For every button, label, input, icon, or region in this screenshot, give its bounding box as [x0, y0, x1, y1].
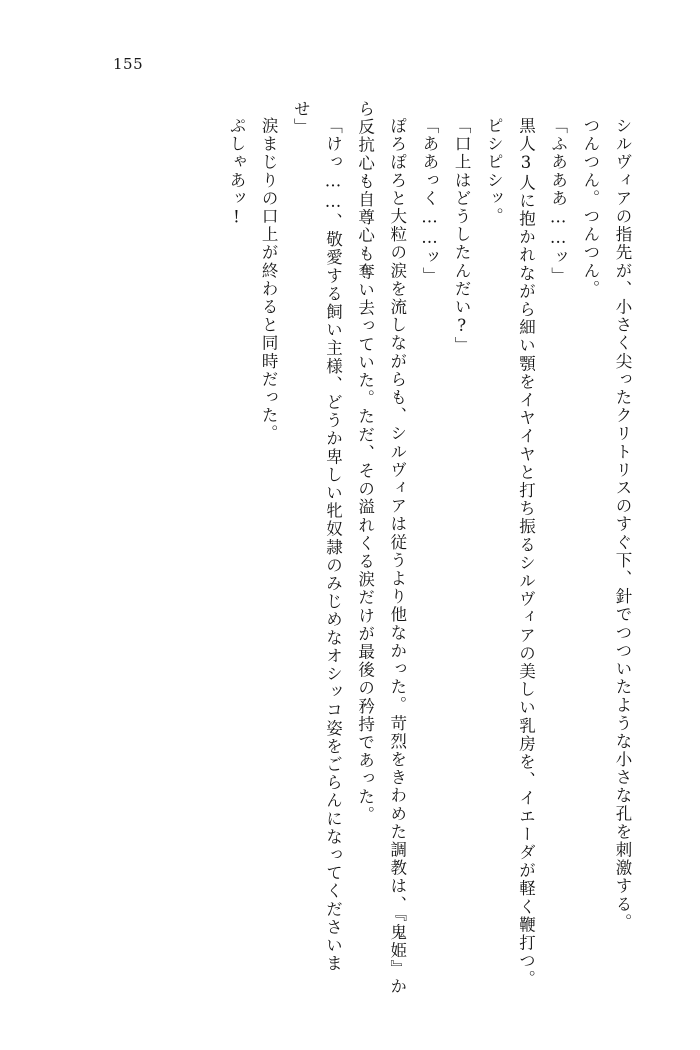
paragraph: ぷしゃあッ! [226, 116, 246, 228]
paragraph: 「ああっく……ッ」 [419, 116, 439, 285]
paragraph: シルヴィアの指先が、小さく尖ったクリトリスのすぐ下、針でつついたような小さな孔を刺激する。 [613, 116, 632, 931]
body-text-vertical [78, 100, 638, 1000]
paragraph: ピシピシッ。 [484, 116, 504, 226]
paragraph: 涙まじりの口上が終わると同時だった。 [259, 116, 279, 443]
paragraph: 「けっ……、敬愛する飼い主様、どうか卑しい牝奴隷のみじめなオシッコ姿をごらんになってくださいませ」 [291, 100, 343, 973]
page-number: 155 [113, 55, 144, 73]
paragraph: 「口上はどうしたんだい?」 [452, 116, 472, 355]
paragraph: 「ふあああ……ッ」 [548, 116, 568, 285]
paragraph: ぽろぽろと大粒の涙を流しながらも、シルヴィアは従うより他なかった。苛烈をきわめた調教は、『鬼姫』から反抗心も自尊心も奪い去っていた。ただ、その溢れくる涙だけが最後の矜持であった。 [355, 100, 407, 996]
paragraph: 黒人3人に抱かれながら細い顎をイヤイヤと打ち振るシルヴィアの美しい乳房を、イエーダが軽く鞭打つ。 [516, 116, 536, 988]
paragraph: つんつん。つんつん。 [580, 116, 600, 298]
